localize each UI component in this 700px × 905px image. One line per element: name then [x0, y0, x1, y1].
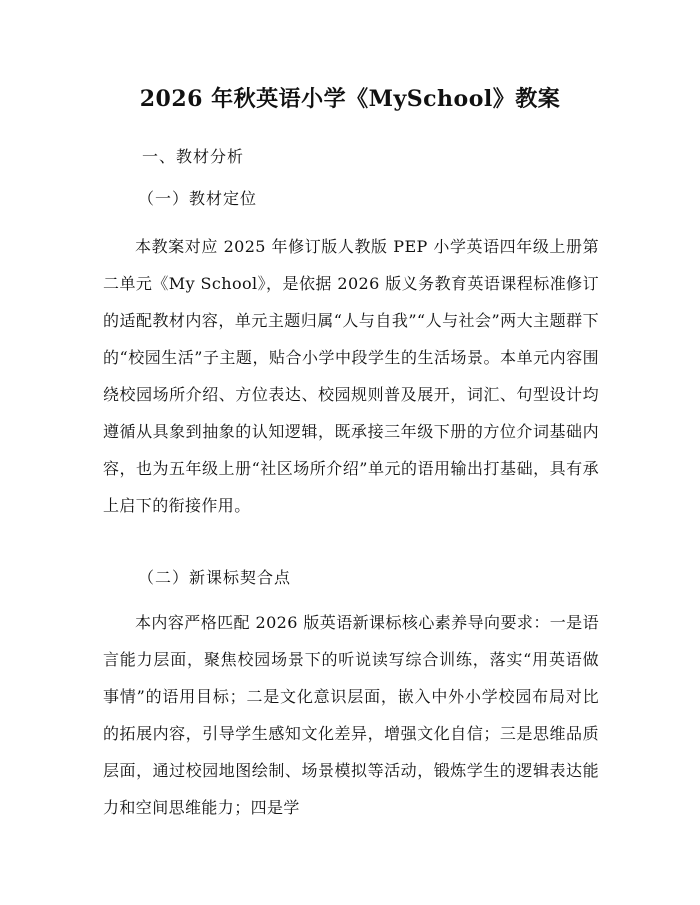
subsection-heading-textbook-positioning: （一）教材定位 [138, 189, 258, 208]
paragraph-curriculum-alignment: 本内容严格匹配 2026 版英语新课标核心素养导向要求：一是语言能力层面，聚焦校园场景下的听说读写综合训练，落实“用英语做事情”的语用目标；二是文化意识层面，嵌入中外小学校园布局对比的拓展内容，引导学生感知文化差异，增强文化自信；三是思维品质层面，通过校园地图绘制、场景模拟等活动，锻炼学生的逻辑表达能力和空间思维能力；四是学 [103, 613, 599, 817]
section-heading-textbook-analysis: 一、教材分析 [142, 147, 245, 166]
paragraph-textbook-positioning: 本教案对应 2025 年修订版人教版 PEP 小学英语四年级上册第二单元《My School》，是依据 2026 版义务教育英语课程标准修订的适配教材内容，单元主题归属“人与自我”“人与社会”两大主题群下的“校园生活”子主题，贴合小学中段学生的生活场景。本单元内容围绕校园场所介绍、方位表达、校园规则普及展开，词汇、句型设计均遵循从具象到抽象的认知逻辑，既承接三年级下册的方位介词基础内容，也为五年级上册“社区场所介绍”单元的语用输出打基础，具有承上启下的衔接作用。 [103, 237, 599, 515]
document-title: 2026 年秋英语小学《MySchool》教案 [139, 86, 561, 112]
subsection-heading-curriculum-alignment: （二）新课标契合点 [138, 568, 292, 587]
